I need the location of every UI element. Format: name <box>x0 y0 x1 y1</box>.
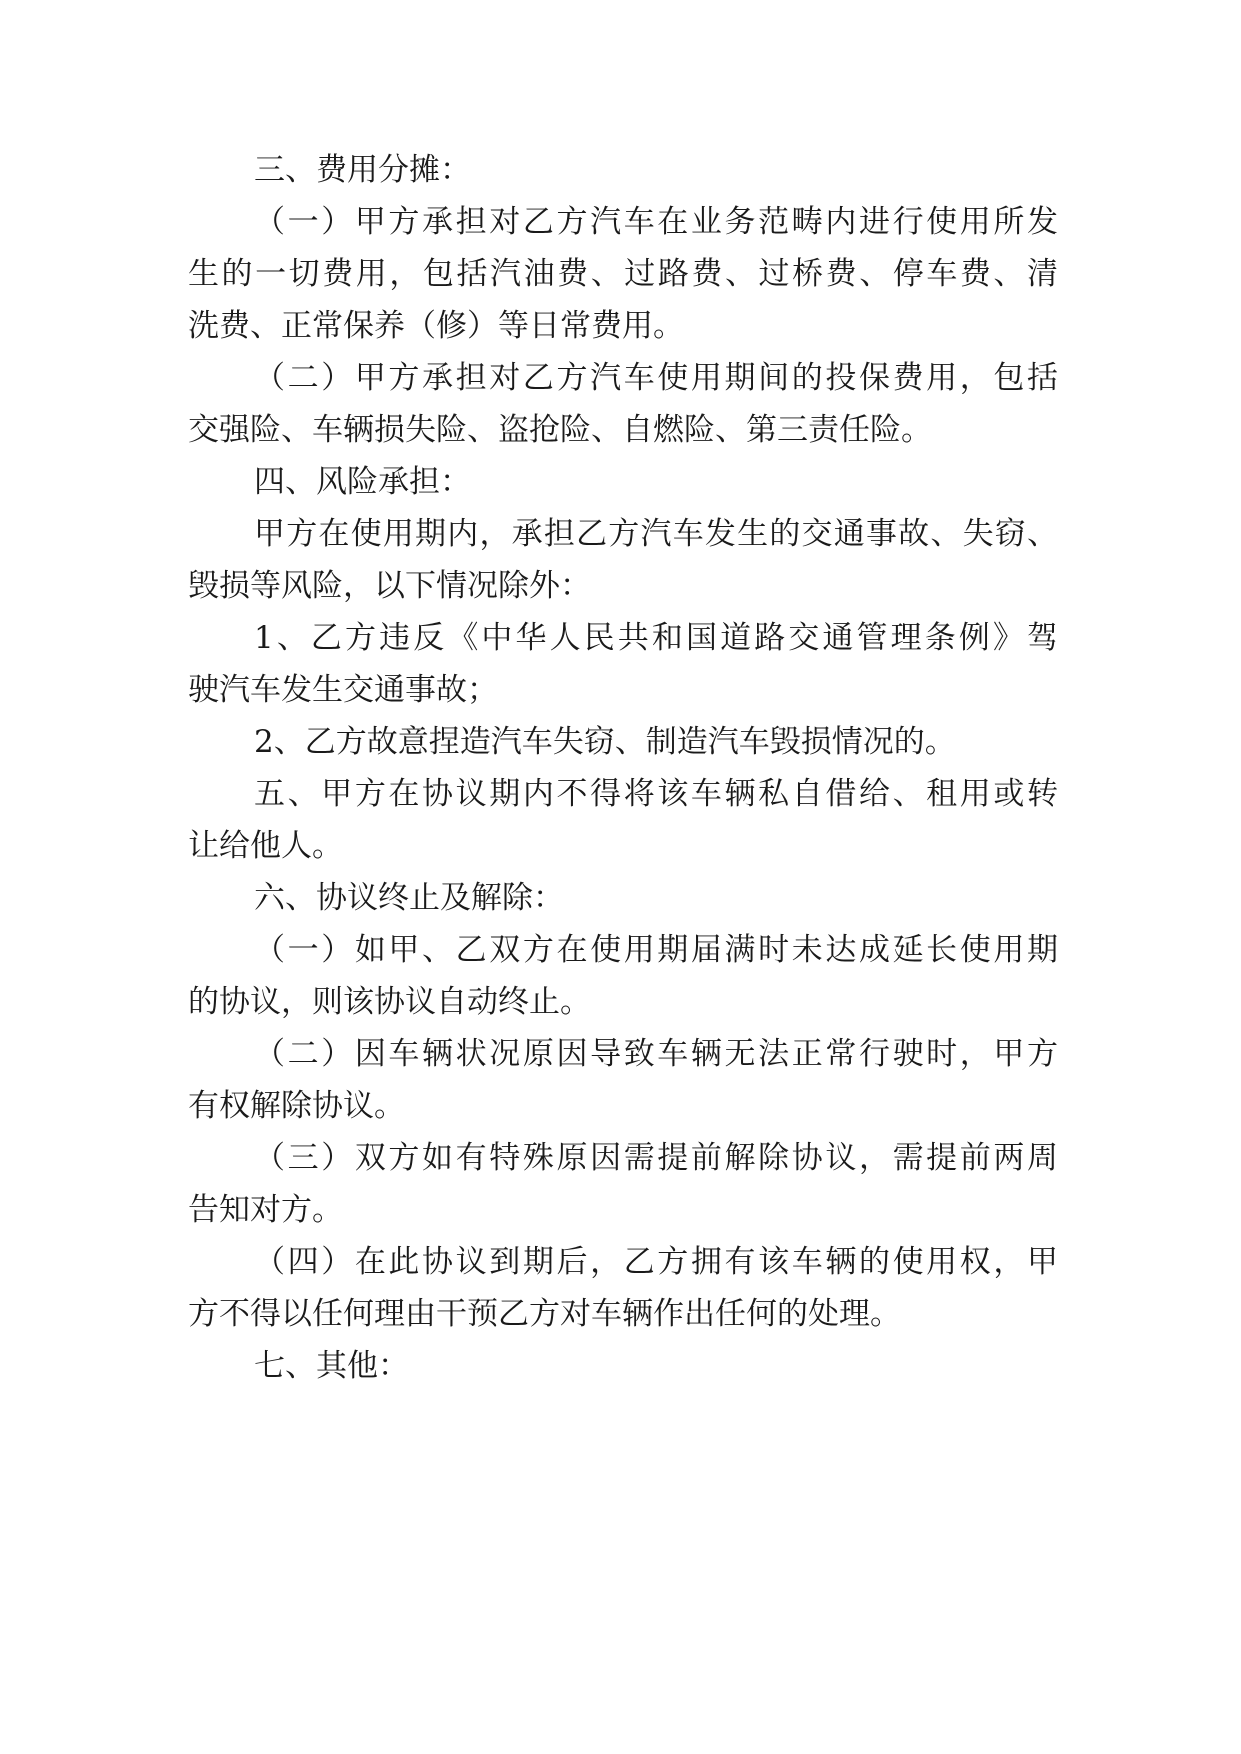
section-heading-risk: 四、风险承担： <box>254 464 471 500</box>
paragraph-line: （二）因车辆状况原因导致车辆无法正常行驶时，甲方 <box>254 1036 1058 1072</box>
paragraph-line: 生的一切费用，包括汽油费、过路费、过桥费、停车费、清 <box>188 256 1058 292</box>
section-heading-termination: 六、协议终止及解除： <box>254 880 564 916</box>
paragraph-line: （四）在此协议到期后，乙方拥有该车辆的使用权，甲 <box>254 1244 1058 1280</box>
paragraph-line: 让给他人。 <box>188 828 343 864</box>
paragraph-line: 洗费、正常保养（修）等日常费用。 <box>188 308 684 344</box>
paragraph-line: 2、乙方故意捏造汽车失窃、制造汽车毁损情况的。 <box>254 724 956 760</box>
section-heading-no-lending: 五、甲方在协议期内不得将该车辆私自借给、租用或转 <box>254 776 1058 812</box>
paragraph-line: 告知对方。 <box>188 1192 343 1228</box>
paragraph-line: 方不得以任何理由干预乙方对车辆作出任何的处理。 <box>188 1296 901 1332</box>
section-heading-other: 七、其他： <box>254 1348 409 1384</box>
section-heading-cost-sharing: 三、费用分摊： <box>254 152 471 188</box>
paragraph-line: （一）甲方承担对乙方汽车在业务范畴内进行使用所发 <box>254 204 1058 240</box>
paragraph-line: 驶汽车发生交通事故； <box>188 672 498 708</box>
paragraph-line: （二）甲方承担对乙方汽车使用期间的投保费用，包括 <box>254 360 1058 396</box>
paragraph-line: 有权解除协议。 <box>188 1088 405 1124</box>
paragraph-line: （三）双方如有特殊原因需提前解除协议，需提前两周 <box>254 1140 1058 1176</box>
paragraph-line: 甲方在使用期内，承担乙方汽车发生的交通事故、失窃、 <box>254 516 1058 552</box>
paragraph-line: 毁损等风险，以下情况除外： <box>188 568 591 604</box>
paragraph-line: 1、乙方违反《中华人民共和国道路交通管理条例》驾 <box>254 620 1058 656</box>
paragraph-line: （一）如甲、乙双方在使用期届满时未达成延长使用期 <box>254 932 1058 968</box>
paragraph-line: 的协议，则该协议自动终止。 <box>188 984 591 1020</box>
paragraph-line: 交强险、车辆损失险、盗抢险、自燃险、第三责任险。 <box>188 412 932 448</box>
